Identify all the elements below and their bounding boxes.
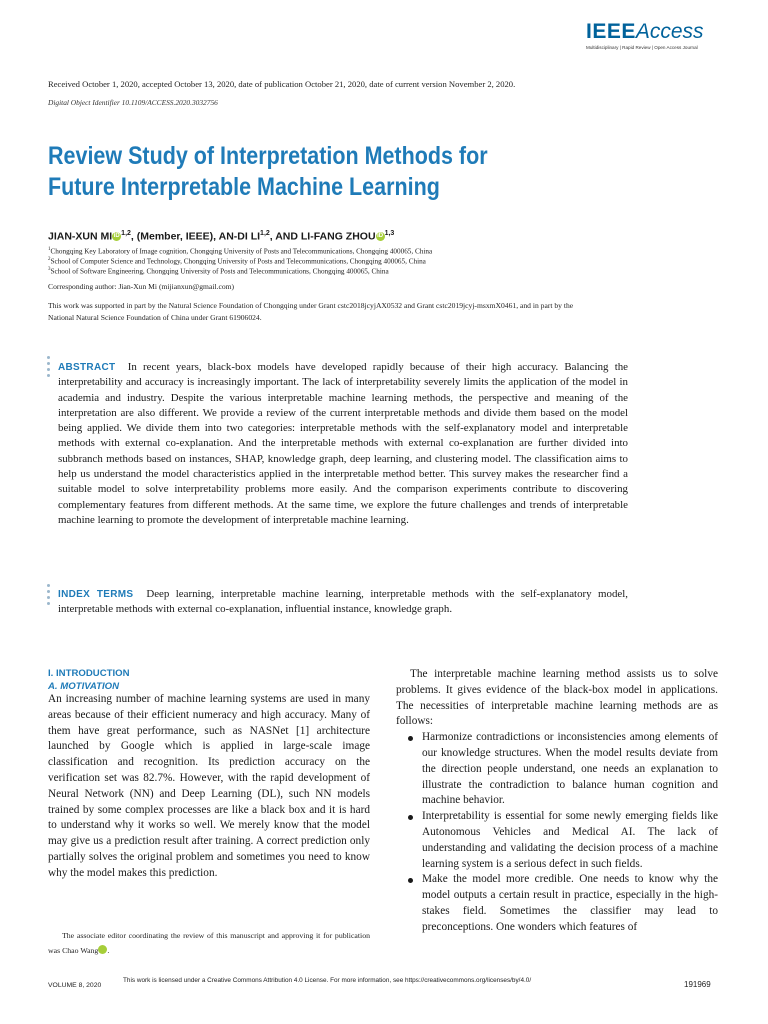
- affiliation-number: 2: [48, 257, 51, 262]
- list-item: [396, 809, 718, 872]
- footer-license: This work is licensed under a Creative Commons Attribution 4.0 License. For more information, see https://creativecommons.org/licenses/by/4.0/: [123, 977, 532, 984]
- bullet-text: Make the model more credible. One needs to know why the model outputs a certain result in practice, especially in the high-stakes field. Sometimes the classifier may lead to preconceptions. One wonders which features of: [422, 873, 718, 933]
- author-3-affiliation: 1,3: [384, 230, 395, 237]
- title-line-2: Future Interpretable Machine Learning: [48, 173, 440, 201]
- author-1-affiliation: 1,2: [121, 230, 131, 237]
- list-item: [396, 730, 718, 809]
- bullet-text: Interpretability is essential for some newly emerging fields like Autonomous Vehicles and Medical AI. The lack of understanding and validating the decision process of a machine learning system is a serious defect in such fields.: [422, 810, 718, 870]
- abstract-label: ABSTRACT: [58, 362, 116, 373]
- orcid-icon[interactable]: iD: [98, 945, 107, 954]
- author-list: [48, 230, 394, 243]
- index-terms-text: Deep learning, interpretable machine learning, interpretable methods with the self-explanatory model, interpretable methods with external co-explanation, influential instance, knowledge graph.: [58, 588, 628, 616]
- affiliation-text: School of Software Engineering, Chongqing University of Posts and Telecommunications, Chongqing 400065, China: [50, 267, 389, 276]
- editor-footnote: The associate editor coordinating the review of this manuscript and approving it for publication was Chao Wang iD.: [48, 931, 370, 955]
- abstract-text: In recent years, black-box models have developed rapidly because of their high accuracy. Balancing the interpretability and accuracy is increasingly important. The lack of interpretability severely limits the application of the model in academia and industry. Despite the various interpretable machine learning methods, the perspective and meaning of the interpretation are also different. We provide a review of the current interpretable methods and divide them based on the model being applied. We divide them into two categories: interpretable methods with the self-explanatory model and interpretable methods with external co-explanation. And the interpretable methods with external co-explanation are further divided into subbranch methods based on instances, SHAP, knowledge graph, deep learning, and clustering model. The classification aims to help us understand the model characteristics applied in the interpretable method better. This survey makes the researcher find a suitable model to solve interpretability problems more easily. And the comparison experiments contribute to discovering complementary features from different methods. At the same time, we explore the future challenges and trends of interpretable machine learning to promote the development of interpretable machine learning.: [58, 361, 629, 526]
- necessity-intro: The interpretable machine learning method assists us to solve problems. It gives evidence of the black-box model in applications. The necessities of interpretable machine learning methods are as follows:: [396, 668, 718, 728]
- affiliation-1: [48, 247, 432, 255]
- right-column: [396, 667, 718, 936]
- title-line-1: Review Study of Interpretation Methods for: [48, 142, 488, 170]
- orcid-icon[interactable]: iD: [377, 232, 384, 239]
- list-item: [396, 872, 718, 935]
- affiliation-2: [48, 257, 426, 265]
- motivation-paragraph: An increasing number of machine learning systems are used in many areas because of their efficient numeracy and high accuracy. Many of them have great performance, such as NASNet [1] architecture launched by Google which is applied in large-scale image classification and recognition. Its prediction accuracy on the verification set was 82.7%. However, with the rapid development of Neural Network (NN) and Deep Learning (DL), such NN models trained by some complex processes are like a black box and it is hard to understand why it works so well. We merely know that the model may give us a prediction result after training. A correct prediction only partially solves the original problem and sometimes you need to know why the model makes this prediction.: [48, 693, 370, 879]
- index-terms-label: INDEX TERMS: [58, 589, 134, 600]
- affiliation-number: 1: [48, 247, 51, 252]
- left-column: [48, 668, 370, 882]
- received-dates: Received October 1, 2020, accepted October 13, 2020, date of publication October 21, 2020, date of current version November 2, 2020.: [48, 79, 516, 89]
- index-terms-marker: [47, 584, 50, 608]
- footnote-text: The associate editor coordinating the review of this manuscript and approving it for publication was Chao Wang: [48, 931, 370, 955]
- bullet-text: Harmonize contradictions or inconsistencies among elements of our knowledge structures. When the model results deviate from the direction people understand, one needs an explanation to illustrate the contradiction to balance human cognition and machine behavior.: [422, 731, 718, 807]
- affiliation-number: 3: [48, 267, 51, 272]
- logo-tagline: Multidisciplinary | Rapid Review | Open Access Journal: [586, 45, 698, 50]
- abstract-marker: [47, 356, 50, 380]
- logo-ieee-text: IEEE: [586, 20, 636, 43]
- subsection-heading: A. MOTIVATION: [48, 681, 120, 692]
- logo-access-text: Access: [635, 20, 704, 43]
- funding-statement: This work was supported in part by the Natural Science Foundation of Chongqing under Grant cstc2018jcyjAX0532 and Grant cstc2019jcyj-msxmX0461, and in part by the National Natural Science Foundation of China under Grant 61906024.: [48, 301, 574, 322]
- bullet-icon: [408, 736, 413, 741]
- page-number: 191969: [684, 980, 711, 989]
- author-2-affiliation: 1,2: [260, 230, 270, 237]
- affiliation-text: Chongqing Key Laboratory of Image cognition, Chongqing University of Posts and Telecommunications, Chongqing 400065, China: [50, 247, 433, 256]
- orcid-icon[interactable]: iD: [113, 232, 120, 239]
- bullet-icon: [408, 878, 413, 883]
- paper-title: [48, 141, 598, 203]
- doi: Digital Object Identifier 10.1109/ACCESS.2020.3032756: [48, 98, 218, 107]
- abstract: [58, 360, 628, 528]
- affiliation-3: [48, 267, 389, 275]
- corresponding-author: Corresponding author: Jian-Xun Mi (mijianxun@gmail.com): [48, 282, 235, 291]
- bullet-icon: [408, 815, 413, 820]
- index-terms: [58, 587, 628, 618]
- author-3: , AND LI-FANG ZHOU: [269, 230, 376, 243]
- footer-volume: VOLUME 8, 2020: [48, 982, 102, 989]
- author-1: JIAN-XUN MI: [48, 230, 113, 243]
- author-2: , (Member, IEEE), AN-DI LI: [130, 230, 261, 243]
- affiliation-text: School of Computer Science and Technology, Chongqing University of Posts and Telecommunications, Chongqing 400065, China: [50, 257, 426, 266]
- section-heading: I. INTRODUCTION: [48, 668, 130, 679]
- journal-logo: [586, 20, 716, 50]
